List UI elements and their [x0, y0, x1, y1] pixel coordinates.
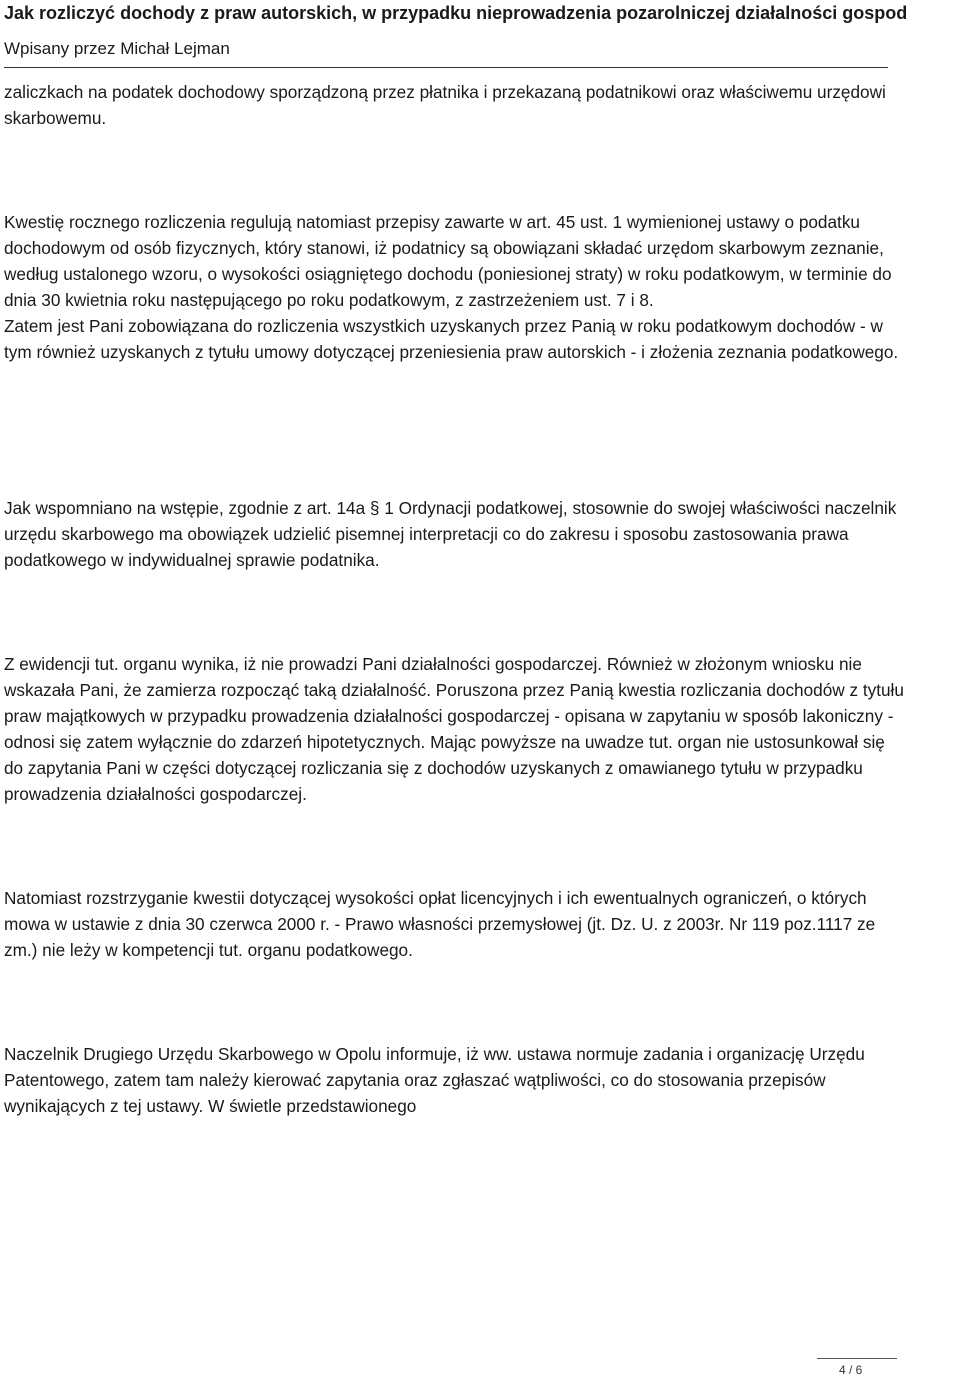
paragraph-7: Naczelnik Drugiego Urzędu Skarbowego w Opolu informuje, iż ww. ustawa normuje zadania i organizację Urzędu Patentowego, zatem tam należy kierować zapytania oraz zgłaszać wątpliwości, co do stosowania przepisów wynikających z tej ustawy. W świetle przedstawionego — [4, 1044, 865, 1116]
paragraph-6: Natomiast rozstrzyganie kwestii dotyczącej wysokości opłat licencyjnych i ich ewentualnych ograniczeń, o których mowa w ustawie z dnia 30 czerwca 2000 r. - Prawo własności przemysłowej (jt. Dz. U. z 2003r. Nr 119 poz.1117 ze zm.) nie leży w kompetencji tut. organu podatkowego. — [4, 888, 876, 960]
document-title: Jak rozliczyć dochody z praw autorskich, w przypadku nieprowadzenia pozarolniczej działalności gospod — [4, 3, 908, 23]
header-divider — [4, 67, 888, 68]
paragraph-5: Z ewidencji tut. organu wynika, iż nie prowadzi Pani działalności gospodarczej. Również w złożonym wniosku nie wskazała Pani, że zamierza rozpocząć taką działalność. Poruszona przez Panią kwestia rozliczania dochodów z tytułu praw majątkowych w przypadku prowadzenia działalności gospodarczej - opisana w zapytaniu w sposób lakoniczny - odnosi się zatem wyłącznie do zdarzeń hipotetycznych. Mając powyższe na uwadze tut. organ nie ustosunkował się do zapytania Pani w części dotyczącej rozliczania się z dochodów uzyskanych z omawianego tytułu w przypadku prowadzenia działalności gospodarczej. — [4, 654, 904, 804]
paragraph-1: zaliczkach na podatek dochodowy sporządzoną przez płatnika i przekazaną podatnikowi oraz właściwemu urzędowi skarbowemu. — [4, 82, 886, 128]
paragraph-spacer — [4, 131, 904, 209]
page-number: 4 / 6 — [839, 1363, 863, 1377]
page-header — [4, 0, 956, 60]
paragraph-2: Kwestię rocznego rozliczenia regulują natomiast przepisy zawarte w art. 45 ust. 1 wymienionej ustawy o podatku dochodowym od osób fizycznych, który stanowi, iż podatnicy są obowiązani składać urzędom skarbowym zeznanie, według ustalonego wzoru, o wysokości osiągniętego dochodu (poniesionej straty) w roku podatkowym, w terminie do dnia 30 kwietnia roku następującego po roku podatkowym, z zastrzeżeniem ust. 7 i 8. — [4, 212, 892, 310]
paragraph-spacer — [4, 807, 904, 885]
footer-divider — [817, 1358, 897, 1359]
document-author: Wpisany przez Michał Lejman — [4, 39, 230, 58]
paragraph-3: Zatem jest Pani zobowiązana do rozliczenia wszystkich uzyskanych przez Panią w roku podatkowym dochodów - w tym również uzyskanych z tytułu umowy dotyczącej przeniesienia praw autorskich - i złożenia zeznania podatkowego. — [4, 316, 899, 362]
paragraph-spacer — [4, 365, 904, 495]
paragraph-4: Jak wspomniano na wstępie, zgodnie z art. 14a § 1 Ordynacji podatkowej, stosownie do swojej właściwości naczelnik urzędu skarbowego ma obowiązek udzielić pisemnej interpretacji co do zakresu i sposobu zastosowania prawa podatkowego w indywidualnej sprawie podatnika. — [4, 498, 897, 570]
paragraph-spacer — [4, 963, 904, 1041]
paragraph-spacer — [4, 573, 904, 651]
document-body — [4, 79, 904, 1119]
